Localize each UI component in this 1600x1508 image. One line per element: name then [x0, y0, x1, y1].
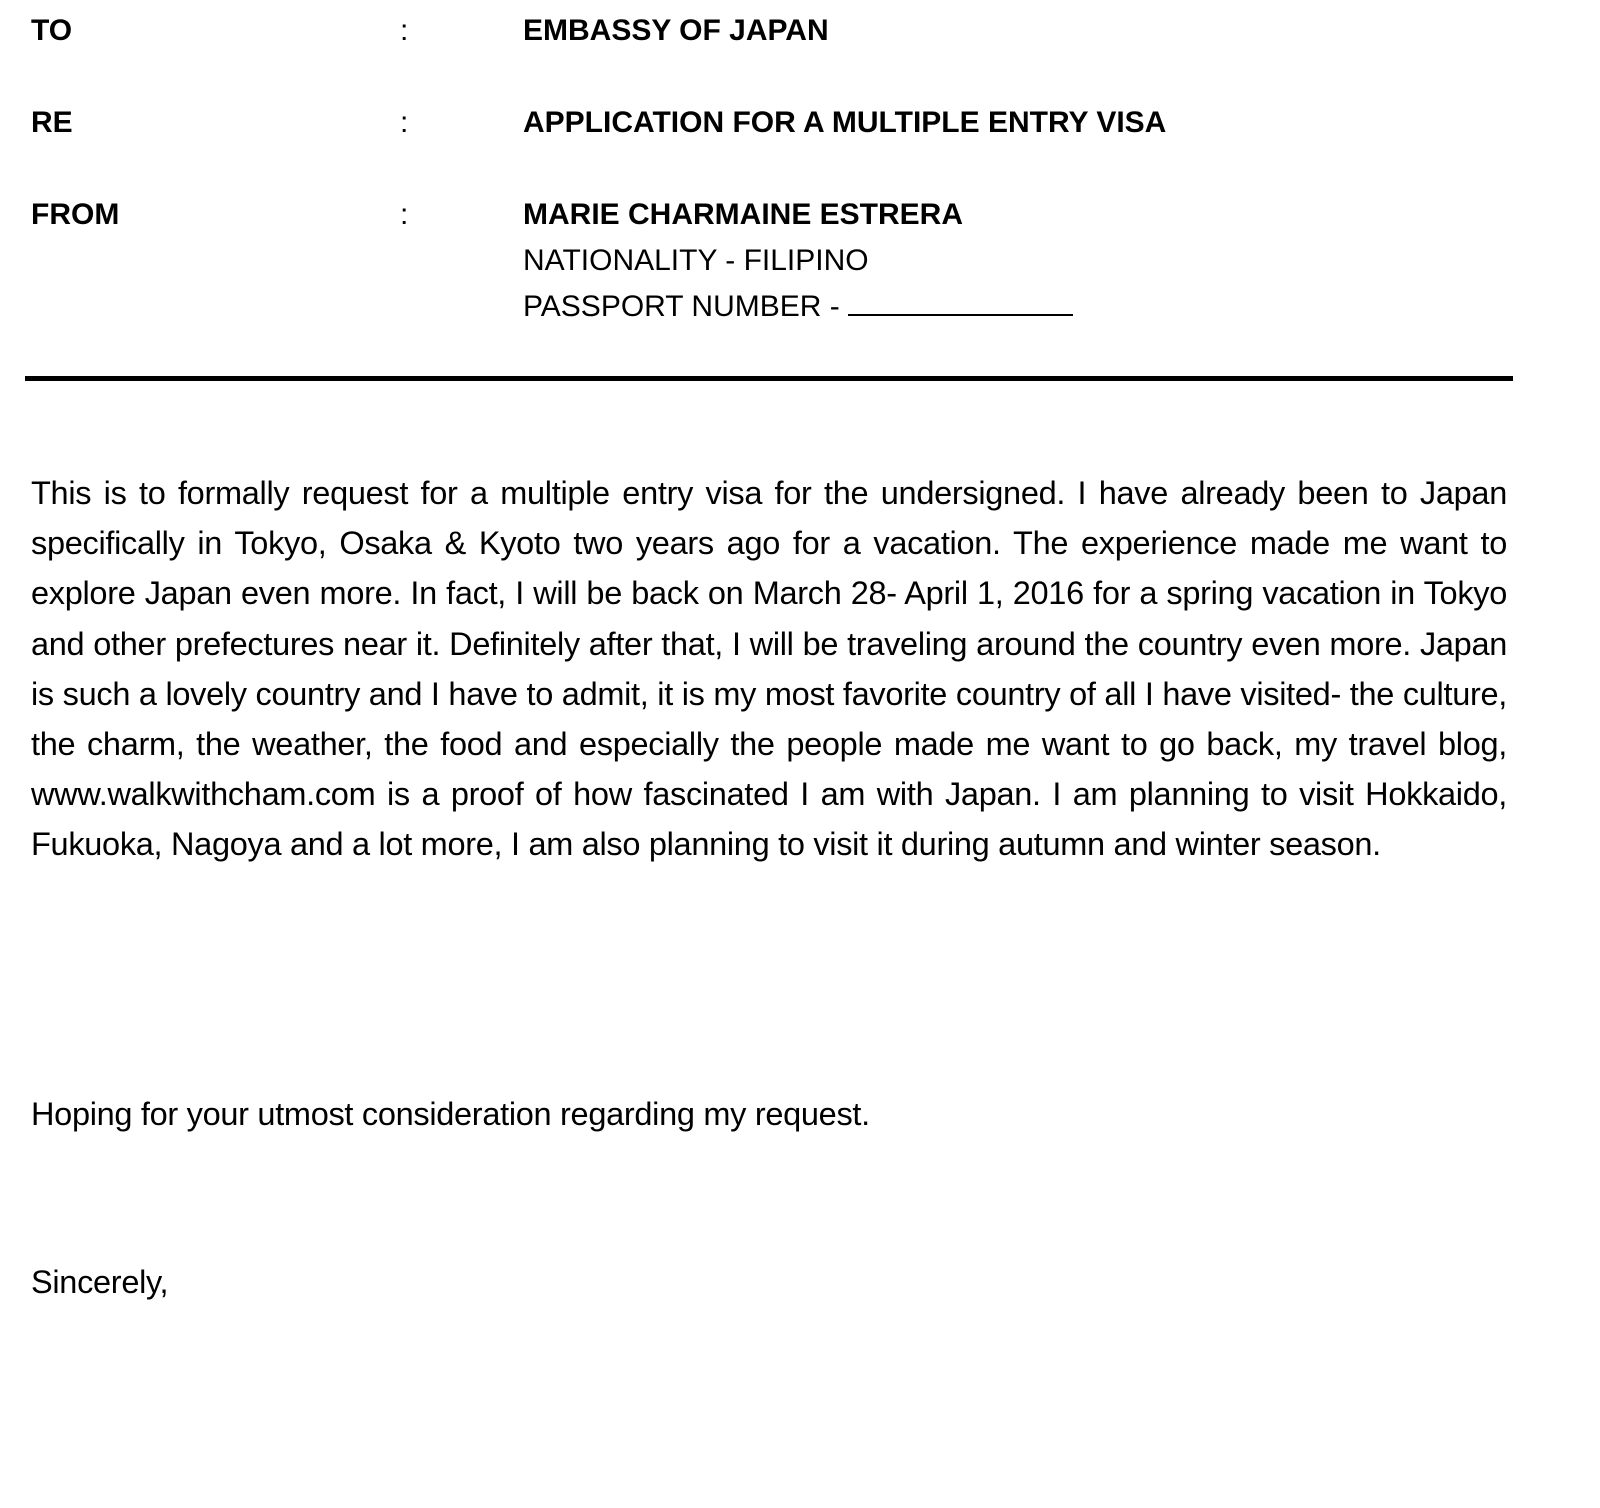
from-label: FROM [31, 198, 120, 231]
from-name: MARIE CHARMAINE ESTRERA [523, 198, 964, 231]
closing-line: Hoping for your utmost consideration regarding my request. [31, 1096, 870, 1132]
re-separator: : [400, 106, 409, 139]
passport-label: PASSPORT NUMBER - [523, 290, 840, 323]
from-nationality: NATIONALITY - FILIPINO [523, 244, 869, 277]
header-divider [25, 376, 1513, 381]
from-passport [523, 284, 1073, 330]
re-value: APPLICATION FOR A MULTIPLE ENTRY VISA [523, 106, 1167, 139]
signoff: Sincerely, [31, 1264, 169, 1300]
to-separator: : [400, 14, 409, 47]
passport-number-blank [848, 284, 1073, 316]
to-label: TO [31, 14, 73, 47]
re-label: RE [31, 106, 73, 139]
body-paragraph: This is to formally request for a multiple entry visa for the undersigned. I have already been to Japan specifically in Tokyo, Osaka & Kyoto two years ago for a vacation. The experience made me want to explore Japan even more. In fact, I will be back on March 28- April 1, 2016 for a spring vacation in Tokyo and other prefectures near it. Definitely after that, I will be traveling around the country even more. Japan is such a lovely country and I have to admit, it is my most favorite country of all I have visited- the culture, the charm, the weather, the food and especially the people made me want to go back, my travel blog, www.walkwithcham.com is a proof of how fascinated I am with Japan. I am planning to visit Hokkaido, Fukuoka, Nagoya and a lot more, I am also planning to visit it during autumn and winter season. [31, 475, 1507, 863]
to-value: EMBASSY OF JAPAN [523, 14, 829, 47]
from-separator: : [400, 198, 409, 231]
